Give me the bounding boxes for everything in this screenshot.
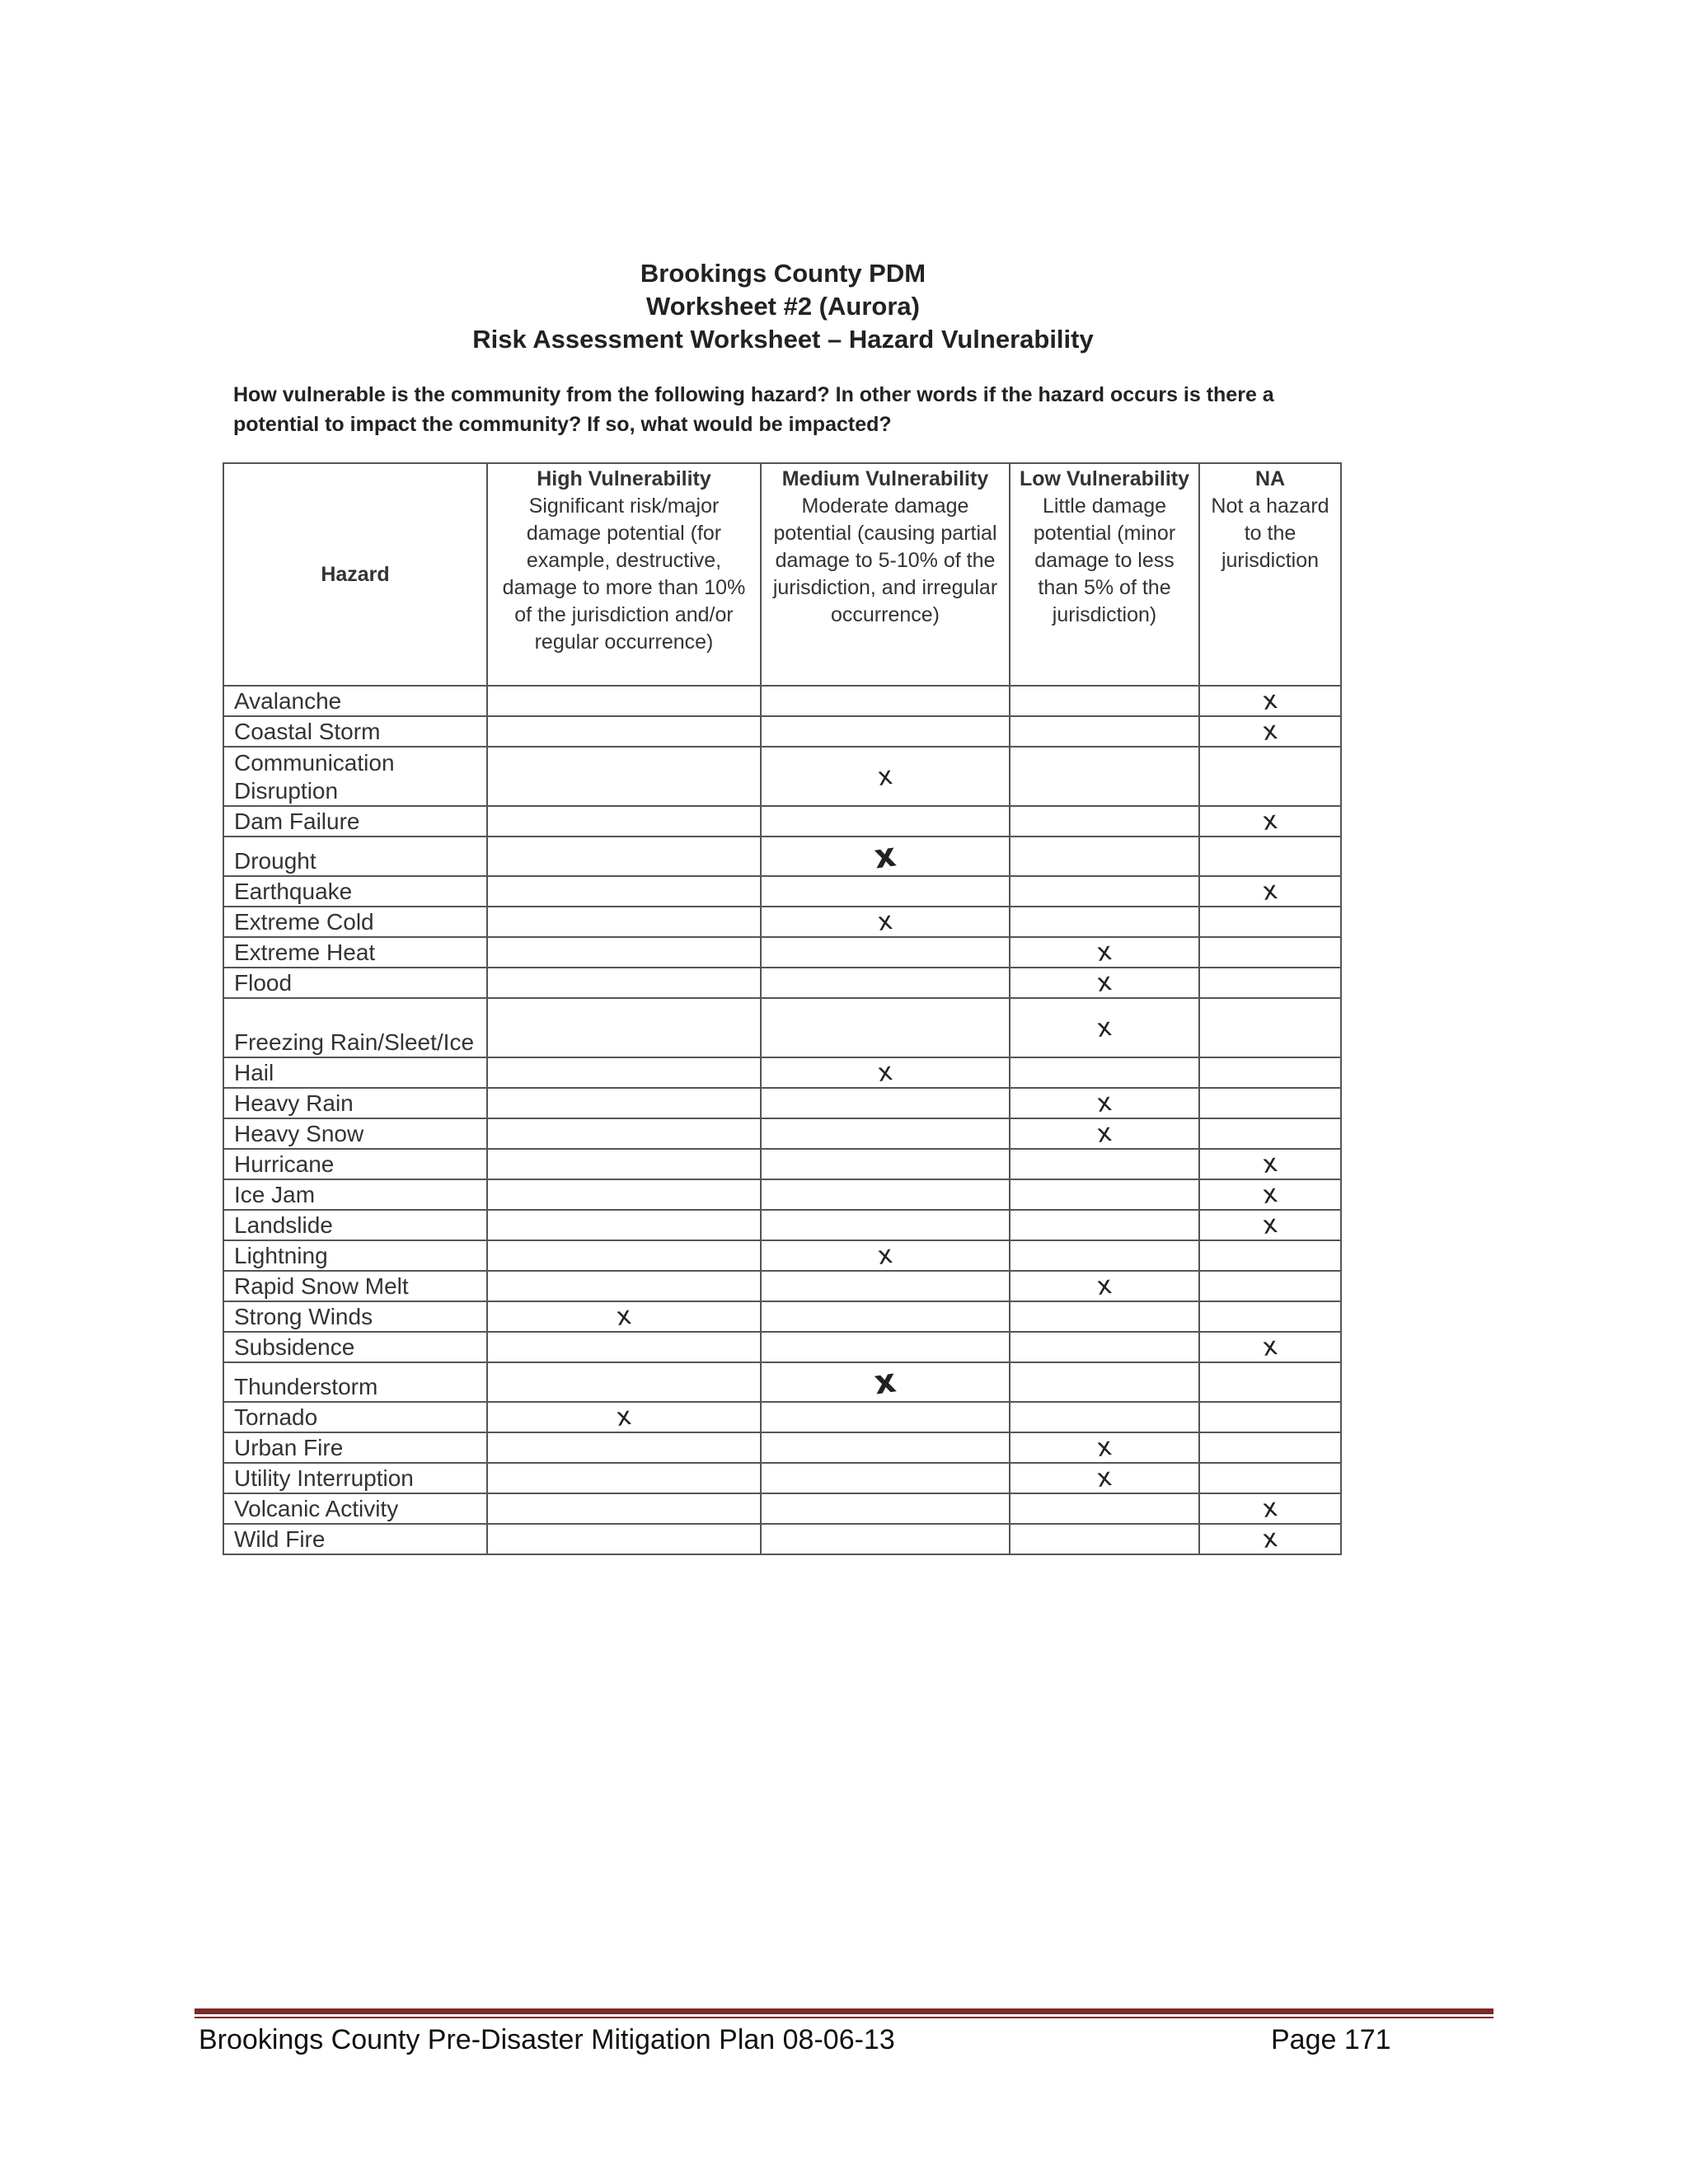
vulnerability-cell-na	[1199, 1210, 1341, 1240]
vulnerability-cell-high	[487, 998, 761, 1057]
vulnerability-cell-medium	[761, 998, 1010, 1057]
check-mark: x	[1260, 1331, 1280, 1363]
check-mark: x	[1260, 1179, 1280, 1211]
vulnerability-cell-na	[1199, 907, 1341, 937]
vulnerability-cell-na	[1199, 716, 1341, 747]
vulnerability-cell-low	[1010, 937, 1199, 968]
title-line-3: Risk Assessment Worksheet – Hazard Vulnerability	[472, 325, 1094, 354]
vulnerability-cell-medium	[761, 1057, 1010, 1088]
vulnerability-cell-na	[1199, 968, 1341, 998]
hazard-name: Drought	[223, 837, 487, 876]
vulnerability-cell-medium	[761, 1210, 1010, 1240]
hazard-name: Extreme Heat	[223, 937, 487, 968]
vulnerability-cell-low	[1010, 716, 1199, 747]
vulnerability-cell-medium	[761, 937, 1010, 968]
vulnerability-cell-low	[1010, 837, 1199, 876]
vulnerability-cell-high	[487, 1402, 761, 1432]
vulnerability-cell-medium	[761, 837, 1010, 876]
check-mark: x	[1260, 1523, 1280, 1555]
vulnerability-cell-high	[487, 1271, 761, 1301]
vulnerability-cell-medium	[761, 1179, 1010, 1210]
vulnerability-cell-medium	[761, 907, 1010, 937]
vulnerability-cell-na	[1199, 1432, 1341, 1463]
check-mark: x	[614, 1401, 634, 1433]
vulnerability-cell-na	[1199, 1118, 1341, 1149]
header-medium-title: Medium Vulnerability	[781, 467, 989, 490]
check-mark: x	[1095, 1462, 1114, 1494]
vulnerability-cell-low	[1010, 1332, 1199, 1362]
vulnerability-cell-low	[1010, 1088, 1199, 1118]
check-mark: x	[1095, 1432, 1114, 1464]
vulnerability-cell-low	[1010, 1463, 1199, 1493]
vulnerability-cell-na	[1199, 1332, 1341, 1362]
vulnerability-cell-na	[1199, 876, 1341, 907]
vulnerability-cell-high	[487, 876, 761, 907]
hazard-name: Earthquake	[223, 876, 487, 907]
vulnerability-cell-na	[1199, 1088, 1341, 1118]
vulnerability-cell-high	[487, 968, 761, 998]
table-row	[223, 747, 1341, 806]
vulnerability-cell-medium	[761, 1463, 1010, 1493]
vulnerability-cell-high	[487, 686, 761, 716]
hazard-name: Landslide	[223, 1210, 487, 1240]
hazard-name: Utility Interruption	[223, 1463, 487, 1493]
vulnerability-cell-medium	[761, 1524, 1010, 1554]
header-low-title: Low Vulnerability	[1019, 467, 1190, 490]
hazard-name: Freezing Rain/Sleet/Ice	[223, 998, 487, 1057]
check-mark: x	[872, 836, 898, 877]
vulnerability-cell-high	[487, 1362, 761, 1402]
hazard-name: Rapid Snow Melt	[223, 1271, 487, 1301]
vulnerability-cell-high	[487, 1210, 761, 1240]
vulnerability-cell-high	[487, 747, 761, 806]
vulnerability-cell-medium	[761, 1362, 1010, 1402]
vulnerability-cell-na	[1199, 1149, 1341, 1179]
hazard-name: Thunderstorm	[223, 1362, 487, 1402]
header-high-desc: Significant risk/major damage potential (for example, destructive, damage to more than 10% of the jurisdiction and/or regular occurrence)	[502, 494, 746, 654]
table-row	[223, 1210, 1341, 1240]
vulnerability-cell-high	[487, 806, 761, 837]
vulnerability-cell-medium	[761, 1301, 1010, 1332]
check-mark: x	[1260, 805, 1280, 837]
hazard-name: Hail	[223, 1057, 487, 1088]
table-row	[223, 937, 1341, 968]
table-row	[223, 1524, 1341, 1554]
footer-page-number: Page 171	[1271, 2024, 1391, 2055]
header-low-desc: Little damage potential (minor damage to less than 5% of the jurisdiction)	[1033, 494, 1176, 626]
hazard-name: Communication Disruption	[223, 747, 487, 806]
vulnerability-cell-high	[487, 1057, 761, 1088]
vulnerability-cell-high	[487, 1240, 761, 1271]
vulnerability-cell-na	[1199, 1179, 1341, 1210]
check-mark: x	[1260, 685, 1280, 717]
check-mark: x	[1260, 875, 1280, 907]
footer-rule	[195, 2008, 1493, 2014]
vulnerability-cell-low	[1010, 1240, 1199, 1271]
vulnerability-cell-medium	[761, 1493, 1010, 1524]
vulnerability-cell-low	[1010, 1402, 1199, 1432]
table-row	[223, 1179, 1341, 1210]
table-row	[223, 1057, 1341, 1088]
table-row	[223, 1271, 1341, 1301]
vulnerability-cell-medium	[761, 806, 1010, 837]
table-row	[223, 837, 1341, 876]
check-mark: x	[1095, 1087, 1114, 1119]
vulnerability-cell-high	[487, 1149, 761, 1179]
vulnerability-cell-na	[1199, 1463, 1341, 1493]
vulnerability-cell-na	[1199, 1240, 1341, 1271]
vulnerability-cell-medium	[761, 1240, 1010, 1271]
vulnerability-cell-low	[1010, 1179, 1199, 1210]
vulnerability-cell-na	[1199, 937, 1341, 968]
vulnerability-cell-na	[1199, 1493, 1341, 1524]
footer-rule-thin	[195, 2017, 1493, 2018]
vulnerability-cell-low	[1010, 1362, 1199, 1402]
vulnerability-cell-na	[1199, 1271, 1341, 1301]
hazard-name: Lightning	[223, 1240, 487, 1271]
check-mark: x	[1260, 1493, 1280, 1525]
hazard-name: Avalanche	[223, 686, 487, 716]
vulnerability-cell-high	[487, 1432, 761, 1463]
title-line-2: Worksheet #2 (Aurora)	[646, 292, 920, 321]
table-row	[223, 907, 1341, 937]
table-row	[223, 1493, 1341, 1524]
vulnerability-cell-medium	[761, 1332, 1010, 1362]
vulnerability-cell-high	[487, 1118, 761, 1149]
header-medium	[761, 463, 1010, 686]
vulnerability-cell-medium	[761, 1432, 1010, 1463]
header-high	[487, 463, 761, 686]
vulnerability-cell-na	[1199, 837, 1341, 876]
table-row	[223, 806, 1341, 837]
table-row	[223, 1301, 1341, 1332]
vulnerability-cell-medium	[761, 876, 1010, 907]
hazard-name: Tornado	[223, 1402, 487, 1432]
title-line-1: Brookings County PDM	[640, 259, 926, 288]
table-row	[223, 686, 1341, 716]
vulnerability-cell-low	[1010, 1057, 1199, 1088]
header-hazard: Hazard	[223, 463, 487, 686]
check-mark: x	[614, 1301, 634, 1333]
vulnerability-cell-low	[1010, 1524, 1199, 1554]
header-na-title: NA	[1254, 467, 1286, 490]
vulnerability-cell-na	[1199, 686, 1341, 716]
vulnerability-cell-low	[1010, 806, 1199, 837]
table-row	[223, 716, 1341, 747]
vulnerability-cell-medium	[761, 1118, 1010, 1149]
check-mark: x	[1095, 1118, 1114, 1150]
vulnerability-cell-medium	[761, 1149, 1010, 1179]
vulnerability-cell-low	[1010, 1432, 1199, 1463]
vulnerability-cell-medium	[761, 747, 1010, 806]
hazard-name: Flood	[223, 968, 487, 998]
check-mark: x	[875, 1057, 895, 1089]
vulnerability-cell-medium	[761, 1088, 1010, 1118]
table-row	[223, 1332, 1341, 1362]
hazard-name: Extreme Cold	[223, 907, 487, 937]
question-text: How vulnerable is the community from the following hazard? In other words if the hazard occurs is there a potential to impact the community? If so, what would be impacted?	[233, 383, 1274, 436]
vulnerability-cell-low	[1010, 686, 1199, 716]
vulnerability-cell-high	[487, 1332, 761, 1362]
table-row	[223, 1432, 1341, 1463]
hazard-name: Volcanic Activity	[223, 1493, 487, 1524]
vulnerability-cell-na	[1199, 1057, 1341, 1088]
table-row	[223, 1118, 1341, 1149]
footer-plan-title: Brookings County Pre-Disaster Mitigation Plan 08-06-13	[199, 2024, 895, 2055]
vulnerability-cell-high	[487, 937, 761, 968]
vulnerability-cell-medium	[761, 1271, 1010, 1301]
vulnerability-cell-low	[1010, 1271, 1199, 1301]
vulnerability-cell-na	[1199, 806, 1341, 837]
vulnerability-cell-high	[487, 1088, 761, 1118]
vulnerability-cell-low	[1010, 907, 1199, 937]
vulnerability-cell-low	[1010, 1210, 1199, 1240]
vulnerability-cell-medium	[761, 968, 1010, 998]
table-row	[223, 1088, 1341, 1118]
hazard-name: Dam Failure	[223, 806, 487, 837]
hazard-name: Urban Fire	[223, 1432, 487, 1463]
check-mark: x	[872, 1361, 898, 1403]
vulnerability-cell-high	[487, 907, 761, 937]
vulnerability-cell-low	[1010, 876, 1199, 907]
vulnerability-cell-low	[1010, 1149, 1199, 1179]
vulnerability-cell-high	[487, 716, 761, 747]
worksheet-titles	[0, 257, 1566, 356]
check-mark: x	[1095, 1270, 1114, 1302]
vulnerability-cell-low	[1010, 1118, 1199, 1149]
check-mark: x	[1260, 1209, 1280, 1241]
check-mark: x	[875, 906, 895, 938]
vulnerability-cell-high	[487, 1179, 761, 1210]
vulnerability-cell-na	[1199, 747, 1341, 806]
header-high-title: High Vulnerability	[537, 467, 711, 490]
check-mark: x	[875, 761, 895, 792]
table-row	[223, 1463, 1341, 1493]
header-na-desc: Not a hazard to the jurisdiction	[1211, 494, 1329, 572]
header-medium-desc: Moderate damage potential (causing partial damage to 5-10% of the jurisdiction, and irregular occurrence)	[772, 494, 998, 626]
hazard-name: Hurricane	[223, 1149, 487, 1179]
vulnerability-cell-na	[1199, 998, 1341, 1057]
vulnerability-cell-low	[1010, 998, 1199, 1057]
vulnerability-cell-medium	[761, 1402, 1010, 1432]
header-na	[1199, 463, 1341, 686]
vulnerability-cell-na	[1199, 1301, 1341, 1332]
hazard-name: Coastal Storm	[223, 716, 487, 747]
header-low	[1010, 463, 1199, 686]
vulnerability-cell-high	[487, 1301, 761, 1332]
hazard-name: Heavy Snow	[223, 1118, 487, 1149]
table-header-row	[223, 463, 1341, 686]
vulnerability-cell-medium	[761, 716, 1010, 747]
table-row	[223, 876, 1341, 907]
check-mark: x	[1095, 1012, 1114, 1043]
check-mark: x	[875, 1240, 895, 1272]
vulnerability-cell-low	[1010, 1301, 1199, 1332]
vulnerability-cell-medium	[761, 686, 1010, 716]
table-row	[223, 1402, 1341, 1432]
hazard-name: Ice Jam	[223, 1179, 487, 1210]
check-mark: x	[1260, 1148, 1280, 1180]
table-row	[223, 1362, 1341, 1402]
vulnerability-cell-high	[487, 1463, 761, 1493]
check-mark: x	[1260, 715, 1280, 748]
table-row	[223, 998, 1341, 1057]
table-row	[223, 1240, 1341, 1271]
check-mark: x	[1095, 936, 1114, 968]
hazard-name: Subsidence	[223, 1332, 487, 1362]
table-body	[223, 686, 1341, 1554]
vulnerability-cell-high	[487, 1493, 761, 1524]
hazard-vulnerability-table	[223, 462, 1342, 1555]
vulnerability-cell-na	[1199, 1362, 1341, 1402]
hazard-name: Strong Winds	[223, 1301, 487, 1332]
hazard-name: Heavy Rain	[223, 1088, 487, 1118]
hazard-name: Wild Fire	[223, 1524, 487, 1554]
vulnerability-cell-na	[1199, 1402, 1341, 1432]
table-row	[223, 968, 1341, 998]
vulnerability-cell-high	[487, 837, 761, 876]
vulnerability-cell-low	[1010, 747, 1199, 806]
table-row	[223, 1149, 1341, 1179]
vulnerability-cell-low	[1010, 1493, 1199, 1524]
vulnerability-cell-high	[487, 1524, 761, 1554]
check-mark: x	[1095, 967, 1114, 999]
vulnerability-cell-low	[1010, 968, 1199, 998]
vulnerability-cell-na	[1199, 1524, 1341, 1554]
